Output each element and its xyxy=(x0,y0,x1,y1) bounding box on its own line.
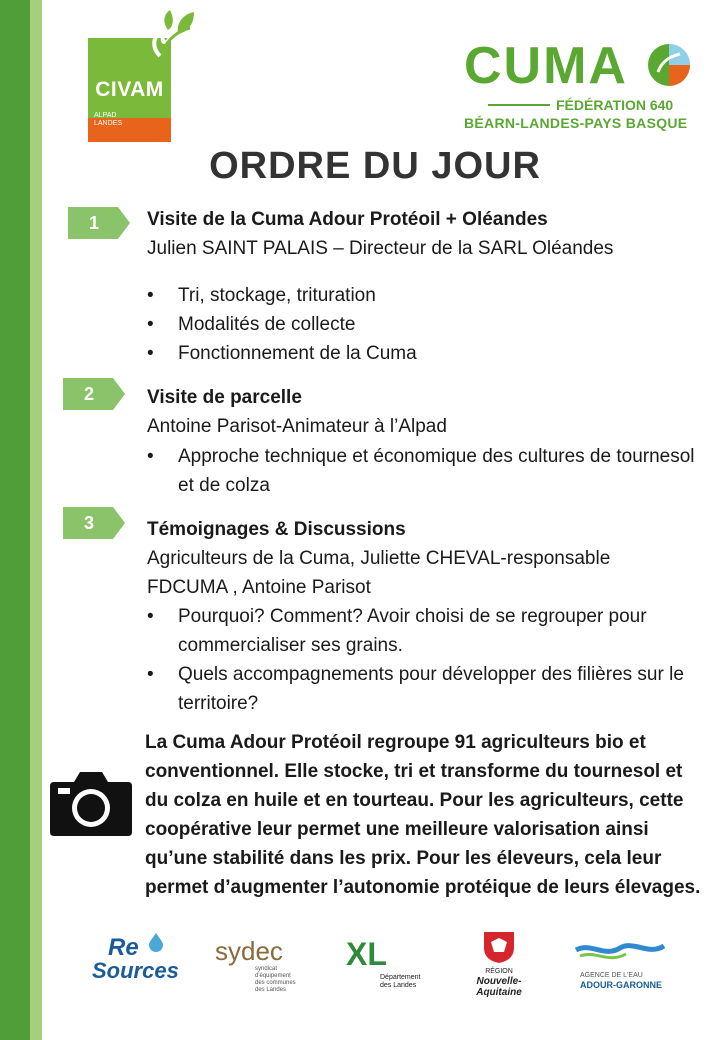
civam-name: CIVAM xyxy=(95,78,164,101)
landes-logo xyxy=(342,928,432,998)
section-subtitle-1: Julien SAINT PALAIS – Directeur de la SARL Oléandes xyxy=(147,238,614,259)
landes-name: XL xyxy=(346,936,387,972)
list-item-text: Modalités de collecte xyxy=(178,314,356,335)
cuma-federation: FÉDÉRATION 640 xyxy=(556,97,674,113)
bullet-icon: • xyxy=(147,285,154,306)
page-title: ORDRE DU JOUR xyxy=(209,145,541,187)
civam-logo xyxy=(88,8,196,136)
section-number-badge-3 xyxy=(63,507,125,539)
list-item-text: Pourquoi? Comment? Avoir choisi de se regrouper pour commercialiser ses grains. xyxy=(178,606,647,656)
sydec-tag-line3: des communes xyxy=(255,980,296,986)
river-map-icon xyxy=(574,936,666,966)
section-title-2: Visite de parcelle xyxy=(147,387,302,408)
globe-icon xyxy=(646,42,692,88)
section-number-badge-1 xyxy=(68,207,130,239)
agence-logo xyxy=(574,928,670,998)
camera-icon xyxy=(50,768,132,836)
section-title-1: Visite de la Cuma Adour Protéoil + Oléandes xyxy=(147,209,548,230)
sydec-tagline xyxy=(255,966,296,994)
section-subtitle-3-line1: Agriculteurs de la Cuma, Juliette CHEVAL-responsable xyxy=(147,548,611,569)
cuma-name: CUMA xyxy=(464,37,628,95)
list-item-text: Fonctionnement de la Cuma xyxy=(178,343,417,364)
list-item-text: Approche technique et économique des cultures de tournesol et de colza xyxy=(178,446,695,496)
section-subtitle-2: Antoine Parisot-Animateur à l’Alpad xyxy=(147,416,447,437)
region-shield-icon xyxy=(482,930,516,964)
list-item-text: Quels accompagnements pour développer des filières sur le territoire? xyxy=(178,664,684,714)
bullet-icon: • xyxy=(147,314,154,335)
region-line3: Aquitaine xyxy=(476,987,522,998)
sprout-icon xyxy=(138,8,198,68)
sydec-tag-line2: d'équipement xyxy=(255,973,291,979)
cuma-logo xyxy=(460,36,700,136)
section-number-1: 1 xyxy=(88,213,99,233)
cuma-divider xyxy=(488,104,550,106)
region-caption xyxy=(470,968,528,998)
sydec-tag-line4: des Landes xyxy=(255,987,287,993)
bullet-icon: • xyxy=(147,343,154,364)
section-number-3: 3 xyxy=(83,513,94,533)
bullet-icon: • xyxy=(147,606,154,627)
section-number-badge-2 xyxy=(63,378,125,410)
sydec-name: sydec xyxy=(215,936,283,966)
region-line2: Nouvelle- xyxy=(476,976,522,987)
cuma-region: BÉARN-LANDES-PAYS BASQUE xyxy=(464,115,688,131)
section-title-3: Témoignages & Discussions xyxy=(147,519,406,540)
bullet-icon: • xyxy=(147,446,154,467)
landes-line2: des Landes xyxy=(380,982,417,989)
landes-line1: Département xyxy=(380,974,421,981)
info-paragraph: La Cuma Adour Protéoil regroupe 91 agriculteurs bio et conventionnel. Elle stocke, tri et transforme du tournesol et du colza en huile et en tourteau. Pour les agriculteurs, cette coopérative leur permet une meilleure valorisation ainsi qu’une stabilité dans les prix. Pour les éleveurs, cela leur permet d’augmenter l’autonomie protéique de leurs élevages. xyxy=(145,732,701,898)
bullet-icon: • xyxy=(147,664,154,685)
agence-line1: AGENCE DE L'EAU xyxy=(580,972,643,979)
sydec-tag-line1: syndicat xyxy=(255,966,278,972)
civam-sub-line2: LANDES xyxy=(94,120,123,127)
civam-sub-line1: ALPAD xyxy=(94,112,117,119)
section-number-2: 2 xyxy=(83,384,94,404)
sydec-logo xyxy=(215,928,307,998)
section-subtitle-3-line2: FDCUMA , Antoine Parisot xyxy=(147,577,371,598)
resources-line2: Sources xyxy=(92,958,179,983)
list-item-text: Tri, stockage, trituration xyxy=(178,285,376,306)
agence-line2: ADOUR-GARONNE xyxy=(580,980,662,990)
region-line1: RÉGION xyxy=(485,968,513,975)
civam-subtitle xyxy=(94,112,122,128)
region-logo xyxy=(470,928,540,998)
landes-caption xyxy=(380,974,420,990)
water-drop-icon xyxy=(146,932,166,952)
resources-logo xyxy=(88,928,180,998)
resources-line1: Re xyxy=(108,934,139,961)
